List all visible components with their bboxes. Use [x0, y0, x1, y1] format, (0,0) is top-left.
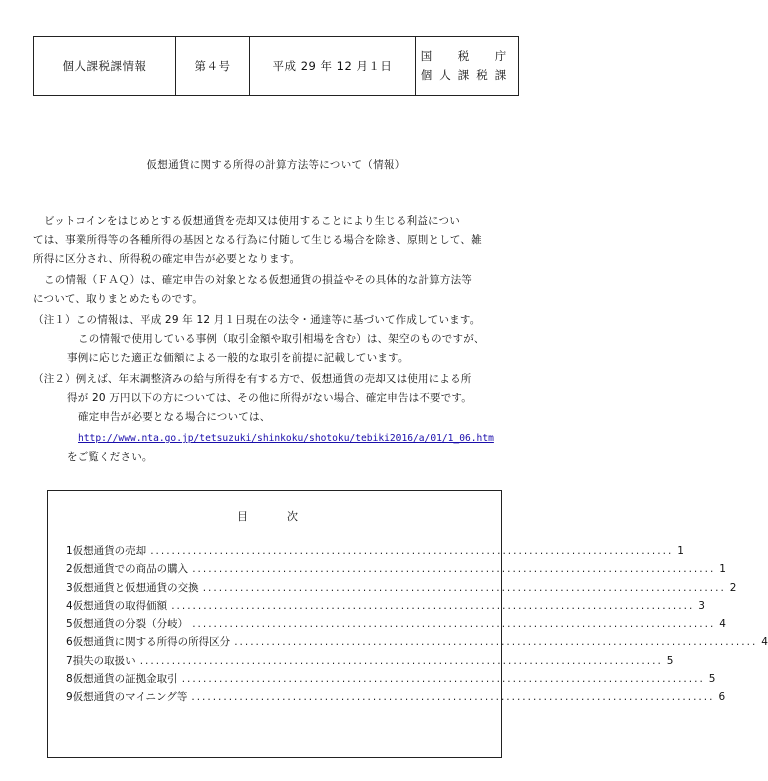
- header-date: 平成 29 年 12 月１日: [250, 37, 416, 95]
- toc-item-title: 仮想通貨と仮想通貨の交換: [72, 581, 199, 594]
- toc-item[interactable]: [66, 653, 674, 671]
- toc-leader-dots: ..................................................................................................: [181, 673, 705, 686]
- toc-item-number: 7: [66, 654, 73, 667]
- body-paragraph-1-line-3: 所得に区分され、所得税の確定申告が必要となります。: [33, 253, 301, 265]
- toc-item-number: 3: [66, 581, 73, 594]
- toc-heading: 目 次: [237, 510, 312, 523]
- toc-item-page: 4: [719, 618, 726, 631]
- header-agency: [416, 37, 518, 95]
- toc-leader-dots: ..................................................................................................: [192, 563, 716, 576]
- toc-item-title: 仮想通貨のマイニング等: [72, 691, 188, 704]
- toc-item-number: 8: [66, 673, 73, 686]
- toc-item-title: 仮想通貨の取得価額: [72, 599, 168, 612]
- toc-item-title: 仮想通貨の売却: [72, 545, 147, 557]
- toc-item-page: 1: [719, 563, 726, 576]
- toc-leader-dots: ..................................................................................................: [191, 691, 715, 704]
- toc-item[interactable]: [66, 634, 768, 652]
- toc-leader-dots: ..................................................................................................: [192, 618, 716, 631]
- toc-item-page: 5: [708, 673, 716, 686]
- body-paragraph-1-line-2: ては、事業所得等の各種所得の基因となる行為に付随して生じる場合を除き、原則として、雑: [33, 234, 482, 246]
- toc-leader-dots: ..................................................................................................: [202, 581, 726, 594]
- toc-item[interactable]: [66, 561, 726, 579]
- toc-item-title: 仮想通貨での商品の購入: [72, 563, 189, 576]
- header-issue-number: 第４号: [176, 37, 250, 95]
- nta-guide-link[interactable]: http://www.nta.go.jp/tetsuzuki/shinkoku/shotoku/tebiki2016/a/01/1_06.htm: [78, 433, 494, 444]
- toc-item[interactable]: [66, 689, 726, 707]
- toc-item-number: 5: [66, 618, 73, 631]
- toc-item-number: 2: [66, 563, 73, 576]
- note-2-line-3: 確定申告が必要となる場合については、: [78, 411, 271, 423]
- document-title: 仮想通貨に関する所得の計算方法等について（情報）: [146, 159, 406, 171]
- table-of-contents: [47, 490, 768, 758]
- header-agency-line1: 国 税 庁: [420, 49, 514, 63]
- header-table: [33, 36, 519, 96]
- note-2-line-1: （注２）例えば、年末調整済みの給与所得を有する方で、仮想通貨の売却又は使用による所: [33, 373, 472, 385]
- note-1-line-2: この情報で使用している事例（取引金額や取引相場を含む）は、架空のものですが、: [78, 333, 485, 345]
- toc-item-title: 仮想通貨に関する所得の所得区分: [72, 636, 231, 649]
- toc-item-page: 2: [729, 581, 737, 594]
- toc-leader-dots: ..................................................................................................: [139, 654, 663, 667]
- toc-leader-dots: ..................................................................................................: [234, 636, 758, 649]
- toc-item-page: 4: [761, 636, 768, 649]
- toc-leader-dots: ..................................................................................................: [171, 599, 695, 612]
- toc-item[interactable]: [66, 598, 705, 616]
- toc-item-number: 9: [66, 691, 73, 704]
- note-1-line-1: （注１）この情報は、平成 29 年 12 月１日現在の法令・通達等に基づいて作成しています。: [33, 314, 481, 326]
- toc-item[interactable]: [66, 580, 737, 598]
- toc-item-title: 仮想通貨の分裂（分岐）: [72, 618, 189, 631]
- body-paragraph-2-line-2: について、取りまとめたものです。: [33, 293, 203, 305]
- toc-list: [66, 543, 768, 708]
- note-2-line-5: をご覧ください。: [67, 451, 153, 463]
- toc-item-page: 1: [677, 545, 684, 557]
- toc-item-number: 1: [66, 545, 73, 557]
- toc-item-page: 3: [698, 599, 705, 612]
- header-section: 個人課税課情報: [34, 37, 176, 95]
- note-2-url-line: [78, 429, 494, 448]
- toc-item[interactable]: [66, 616, 726, 634]
- body-paragraph-1-line-1: ビットコインをはじめとする仮想通貨を売却又は使用することにより生じる利益につい: [44, 215, 460, 227]
- note-2-line-2: 得が 20 万円以下の方については、その他に所得がない場合、確定申告は不要です。: [67, 392, 472, 404]
- toc-item-title: 仮想通貨の証拠金取引: [72, 673, 178, 686]
- toc-item-page: 5: [666, 654, 674, 667]
- note-1-line-3: 事例に応じた適正な価額による一般的な取引を前提に記載しています。: [67, 352, 409, 364]
- header-agency-line2: 個人課税課: [420, 68, 514, 82]
- toc-item-number: 4: [66, 599, 73, 612]
- body-paragraph-2-line-1: この情報（ＦＡＱ）は、確定申告の対象となる仮想通貨の損益やその具体的な計算方法等: [44, 274, 472, 286]
- toc-leader-dots: ..................................................................................................: [150, 545, 674, 557]
- toc-item[interactable]: [66, 543, 684, 561]
- toc-item-number: 6: [66, 636, 73, 649]
- toc-item-title: 損失の取扱い: [72, 654, 136, 667]
- toc-item-page: 6: [718, 691, 726, 704]
- toc-item[interactable]: [66, 671, 716, 689]
